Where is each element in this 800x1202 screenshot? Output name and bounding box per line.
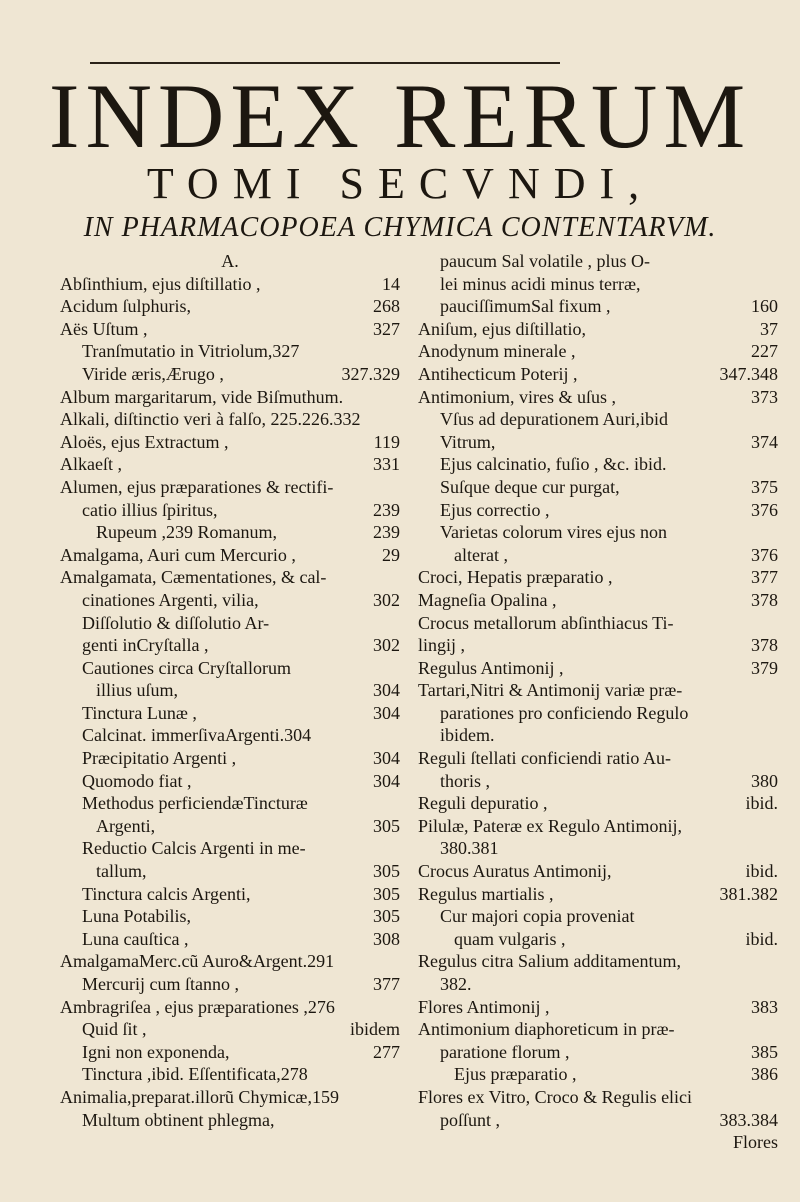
index-entry: [418, 634, 778, 657]
entry-text: Animalia,preparat.illorũ Chymicæ,159: [60, 1086, 339, 1107]
entry-text: cinationes Argenti, vilia,: [82, 589, 259, 610]
index-entry: [60, 1018, 400, 1041]
index-entry: [60, 747, 400, 770]
entry-page: 327: [373, 318, 400, 339]
entry-page: 304: [373, 680, 400, 701]
index-entry: [418, 1041, 778, 1064]
index-entry: [60, 295, 400, 318]
entry-text: Aës Uſtum ,: [60, 318, 148, 339]
entry-page: 14: [382, 273, 400, 294]
index-entry: [60, 657, 400, 680]
entry-page: 37: [760, 318, 778, 339]
entry-text: Ejus præparatio ,: [454, 1064, 577, 1085]
index-entry: [60, 544, 400, 567]
index-entry: [60, 950, 400, 973]
entry-page: 373: [751, 386, 778, 407]
entry-page: 327.329: [341, 363, 400, 384]
entry-page: 305: [373, 815, 400, 836]
index-entry: [60, 1063, 400, 1086]
index-entry: [418, 612, 778, 635]
entry-page: 29: [382, 544, 400, 565]
entry-page: 378: [751, 589, 778, 610]
entry-text: catio illius ſpiritus,: [82, 499, 218, 520]
entry-text: Aniſum, ejus diſtillatio,: [418, 318, 586, 339]
index-entry: [60, 860, 400, 883]
entry-text: Regulus Antimonij ,: [418, 657, 564, 678]
index-entry: [60, 996, 400, 1019]
entry-text: paratione florum ,: [440, 1041, 570, 1062]
index-entry: [418, 521, 778, 544]
index-entry: [418, 883, 778, 906]
index-entry: [60, 363, 400, 386]
index-entry: [60, 250, 400, 273]
entry-page: 385: [751, 1041, 778, 1062]
index-entry: [418, 770, 778, 793]
entry-text: 380.381: [440, 838, 499, 859]
entry-page: 239: [373, 499, 400, 520]
entry-text: Tinctura ,ibid. Eſſentificata,278: [82, 1064, 308, 1085]
entry-text: Flores ex Vitro, Croco & Regulis elici: [418, 1086, 693, 1107]
index-entry: [60, 589, 400, 612]
entry-page: 347.348: [719, 363, 778, 384]
index-entry: [60, 770, 400, 793]
entry-page: 239: [373, 522, 400, 543]
index-entry: [60, 905, 400, 928]
entry-page: ibidem: [350, 1019, 400, 1040]
entry-text: poſſunt ,: [440, 1109, 501, 1130]
index-entry: [60, 792, 400, 815]
index-entry: [418, 815, 778, 838]
entry-page: 160: [751, 296, 778, 317]
index-entry: [418, 499, 778, 522]
entry-text: Multum obtinent phlegma,: [82, 1109, 275, 1130]
entry-text: Album margaritarum, vide Biſmuthum.: [60, 386, 344, 407]
index-entry: [418, 1131, 778, 1154]
entry-page: 377: [751, 567, 778, 588]
entry-text: Cautiones circa Cryſtallorum: [82, 657, 291, 678]
entry-page: 383.384: [719, 1109, 778, 1130]
index-entry: [418, 657, 778, 680]
entry-text: Magneſia Opalina ,: [418, 589, 557, 610]
index-entry: [418, 431, 778, 454]
entry-text: Viride æris,Ærugo ,: [82, 363, 224, 384]
index-entry: [60, 1041, 400, 1064]
index-entry: [60, 521, 400, 544]
index-entry: [60, 612, 400, 635]
index-entry: [60, 453, 400, 476]
page-subhead: IN PHARMACOPOEA CHYMICA CONTENTARVM.: [83, 212, 717, 243]
entry-text: Tranſmutatio in Vitriolum,327: [82, 341, 300, 362]
index-entry: [60, 883, 400, 906]
entry-page: 377: [373, 974, 400, 994]
entry-page: 376: [751, 544, 778, 565]
entry-text: Rupeum ,239 Romanum,: [96, 522, 277, 543]
entry-text: Vitrum,: [440, 431, 496, 452]
page-title: INDEX RERUM: [48, 65, 752, 167]
entry-text: Igni non exponenda,: [82, 1041, 230, 1062]
entry-text: Diſſolutio & diſſolutio Ar-: [82, 612, 270, 633]
entry-text: Varietas colorum vires ejus non: [440, 522, 667, 543]
index-entry: [418, 950, 778, 973]
index-entry: [60, 702, 400, 725]
left-column: [60, 250, 400, 1131]
index-entry: [418, 973, 778, 996]
entry-text: tallum,: [96, 861, 147, 882]
index-entry: [60, 431, 400, 454]
entry-text: Alkali, diſtinctio veri à falſo, 225.226.332: [60, 409, 361, 430]
entry-page: ibid.: [745, 793, 778, 814]
index-entry: [60, 1109, 400, 1132]
index-entry: [418, 747, 778, 770]
entry-page: ibid.: [745, 928, 778, 949]
entry-text: Cur majori copia proveniat: [440, 906, 635, 927]
index-entry: [418, 1109, 778, 1132]
index-entry: [60, 408, 400, 431]
index-entry: [418, 273, 778, 296]
index-entry: [60, 837, 400, 860]
entry-text: Abſinthium, ejus diſtillatio ,: [60, 273, 261, 294]
index-entry: [60, 273, 400, 296]
index-entry: [60, 476, 400, 499]
index-entry: [60, 815, 400, 838]
entry-text: Croci, Hepatis præparatio ,: [418, 567, 613, 588]
entry-text: genti inCryſtalla ,: [82, 635, 209, 656]
entry-text: Ambragriſea , ejus præparationes ,276: [60, 996, 335, 1017]
entry-text: illius uſum,: [96, 680, 179, 701]
entry-text: Calcinat. immerſivaArgenti.304: [82, 725, 312, 746]
entry-text: Flores: [733, 1132, 778, 1153]
entry-text: Vſus ad depurationem Auri,ibid: [440, 409, 668, 430]
entry-page: 386: [751, 1064, 778, 1085]
entry-page: 304: [373, 770, 400, 791]
entry-page: 305: [373, 883, 400, 904]
entry-text: Anodynum minerale ,: [418, 341, 576, 362]
entry-page: 302: [373, 589, 400, 610]
index-entry: [418, 250, 778, 273]
entry-text: Amalgama, Auri cum Mercurio ,: [60, 544, 296, 565]
entry-text: Alumen, ejus præparationes & rectifi-: [60, 476, 334, 497]
entry-page: 268: [373, 296, 400, 317]
entry-text: Regulus citra Salium additamentum,: [418, 951, 681, 972]
entry-text: Crocus Auratus Antimonij,: [418, 861, 612, 882]
entry-text: Alkaeſt ,: [60, 454, 122, 475]
entry-page: ibid.: [745, 861, 778, 882]
index-entry: [418, 408, 778, 431]
entry-text: Suſque deque cur purgat,: [440, 476, 620, 497]
index-entry: [418, 1018, 778, 1041]
index-entry: [418, 318, 778, 341]
index-entry: [418, 1086, 778, 1109]
index-entry: [418, 905, 778, 928]
index-entry: [60, 1086, 400, 1109]
entry-page: 304: [373, 702, 400, 723]
entry-text: quam vulgaris ,: [454, 928, 566, 949]
entry-text: Acidum ſulphuris,: [60, 296, 191, 317]
entry-page: 305: [373, 906, 400, 927]
index-entry: [418, 679, 778, 702]
index-entry: [418, 386, 778, 409]
entry-text: Præcipitatio Argenti ,: [82, 748, 237, 769]
entry-page: 331: [373, 454, 400, 475]
index-entry: [60, 973, 400, 996]
entry-text: Ejus calcinatio, fuſio , &c. ibid.: [440, 454, 667, 475]
index-entry: [60, 566, 400, 589]
index-entry: [418, 453, 778, 476]
entry-text: alterat ,: [454, 544, 508, 565]
entry-page: 277: [373, 1041, 400, 1062]
index-entry: [418, 363, 778, 386]
entry-text: Argenti,: [96, 815, 156, 836]
entry-page: 304: [373, 748, 400, 769]
entry-text: Regulus martialis ,: [418, 883, 554, 904]
entry-text: Reguli ſtellati conficiendi ratio Au-: [418, 748, 671, 769]
index-entry: [418, 837, 778, 860]
entry-page: 119: [373, 431, 400, 452]
entry-text: Quomodo fiat ,: [82, 770, 192, 791]
index-entry: [418, 295, 778, 318]
entry-text: AmalgamaMerc.cũ Auro&Argent.291: [60, 951, 335, 972]
entry-text: Antimonium, vires & uſus ,: [418, 386, 616, 407]
entry-text: lei minus acidi minus terræ,: [440, 273, 641, 294]
index-entry: [418, 792, 778, 815]
entry-page: 305: [373, 861, 400, 882]
entry-text: Antimonium diaphoreticum in præ-: [418, 1019, 675, 1040]
entry-text: Antihecticum Poterij ,: [418, 363, 578, 384]
entry-text: 382.: [440, 974, 472, 994]
entry-text: Methodus perficiendæTincturæ: [82, 793, 308, 814]
entry-text: Flores Antimonij ,: [418, 996, 550, 1017]
entry-text: Amalgamata, Cæmentationes, & cal-: [60, 567, 327, 588]
entry-page: 378: [751, 635, 778, 656]
entry-page: 380: [751, 770, 778, 791]
index-entry: [418, 996, 778, 1019]
entry-text: pauciſſimumSal fixum ,: [440, 296, 611, 317]
entry-text: parationes pro conficiendo Regulo: [440, 702, 689, 723]
entry-text: Mercurij cum ſtanno ,: [82, 974, 239, 994]
entry-text: A.: [221, 251, 239, 271]
index-entry: [60, 386, 400, 409]
entry-text: paucum Sal volatile , plus O-: [440, 251, 650, 271]
entry-page: 375: [751, 476, 778, 497]
entry-page: 379: [751, 657, 778, 678]
entry-page: 308: [373, 928, 400, 949]
right-column: [418, 250, 778, 1154]
index-entry: [418, 589, 778, 612]
entry-text: Tinctura calcis Argenti,: [82, 883, 251, 904]
entry-page: 381.382: [719, 883, 778, 904]
index-entry: [418, 566, 778, 589]
index-entry: [60, 318, 400, 341]
top-rule: [90, 62, 560, 64]
index-entry: [60, 634, 400, 657]
index-entry: [418, 928, 778, 951]
index-entry: [60, 724, 400, 747]
entry-text: Luna Potabilis,: [82, 906, 191, 927]
entry-text: Crocus metallorum abſinthiacus Ti-: [418, 612, 674, 633]
entry-text: lingij ,: [418, 635, 466, 656]
entry-page: 302: [373, 635, 400, 656]
entry-page: 376: [751, 499, 778, 520]
index-entry: [60, 679, 400, 702]
entry-text: Luna cauſtica ,: [82, 928, 189, 949]
index-entry: [418, 544, 778, 567]
entry-text: Quid ſit ,: [82, 1019, 147, 1040]
entry-text: Aloës, ejus Extractum ,: [60, 431, 229, 452]
entry-page: 374: [751, 431, 778, 452]
entry-text: ibidem.: [440, 725, 495, 746]
index-entry: [418, 702, 778, 725]
index-entry: [418, 860, 778, 883]
page-subtitle: TOMI SECVNDI,: [146, 159, 654, 208]
entry-text: Ejus correctio ,: [440, 499, 550, 520]
entry-page: 383: [751, 996, 778, 1017]
index-entry: [60, 499, 400, 522]
index-entry: [418, 340, 778, 363]
entry-text: Tinctura Lunæ ,: [82, 702, 197, 723]
entry-text: Tartari,Nitri & Antimonij variæ præ-: [418, 680, 683, 701]
entry-text: Pilulæ, Pateræ ex Regulo Antimonij,: [418, 815, 683, 836]
entry-text: Reductio Calcis Argenti in me-: [82, 838, 306, 859]
index-entry: [418, 476, 778, 499]
entry-text: thoris ,: [440, 770, 491, 791]
index-entry: [60, 928, 400, 951]
index-entry: [418, 724, 778, 747]
index-entry: [418, 1063, 778, 1086]
index-entry: [60, 340, 400, 363]
entry-text: Reguli depuratio ,: [418, 793, 548, 814]
entry-page: 227: [751, 341, 778, 362]
